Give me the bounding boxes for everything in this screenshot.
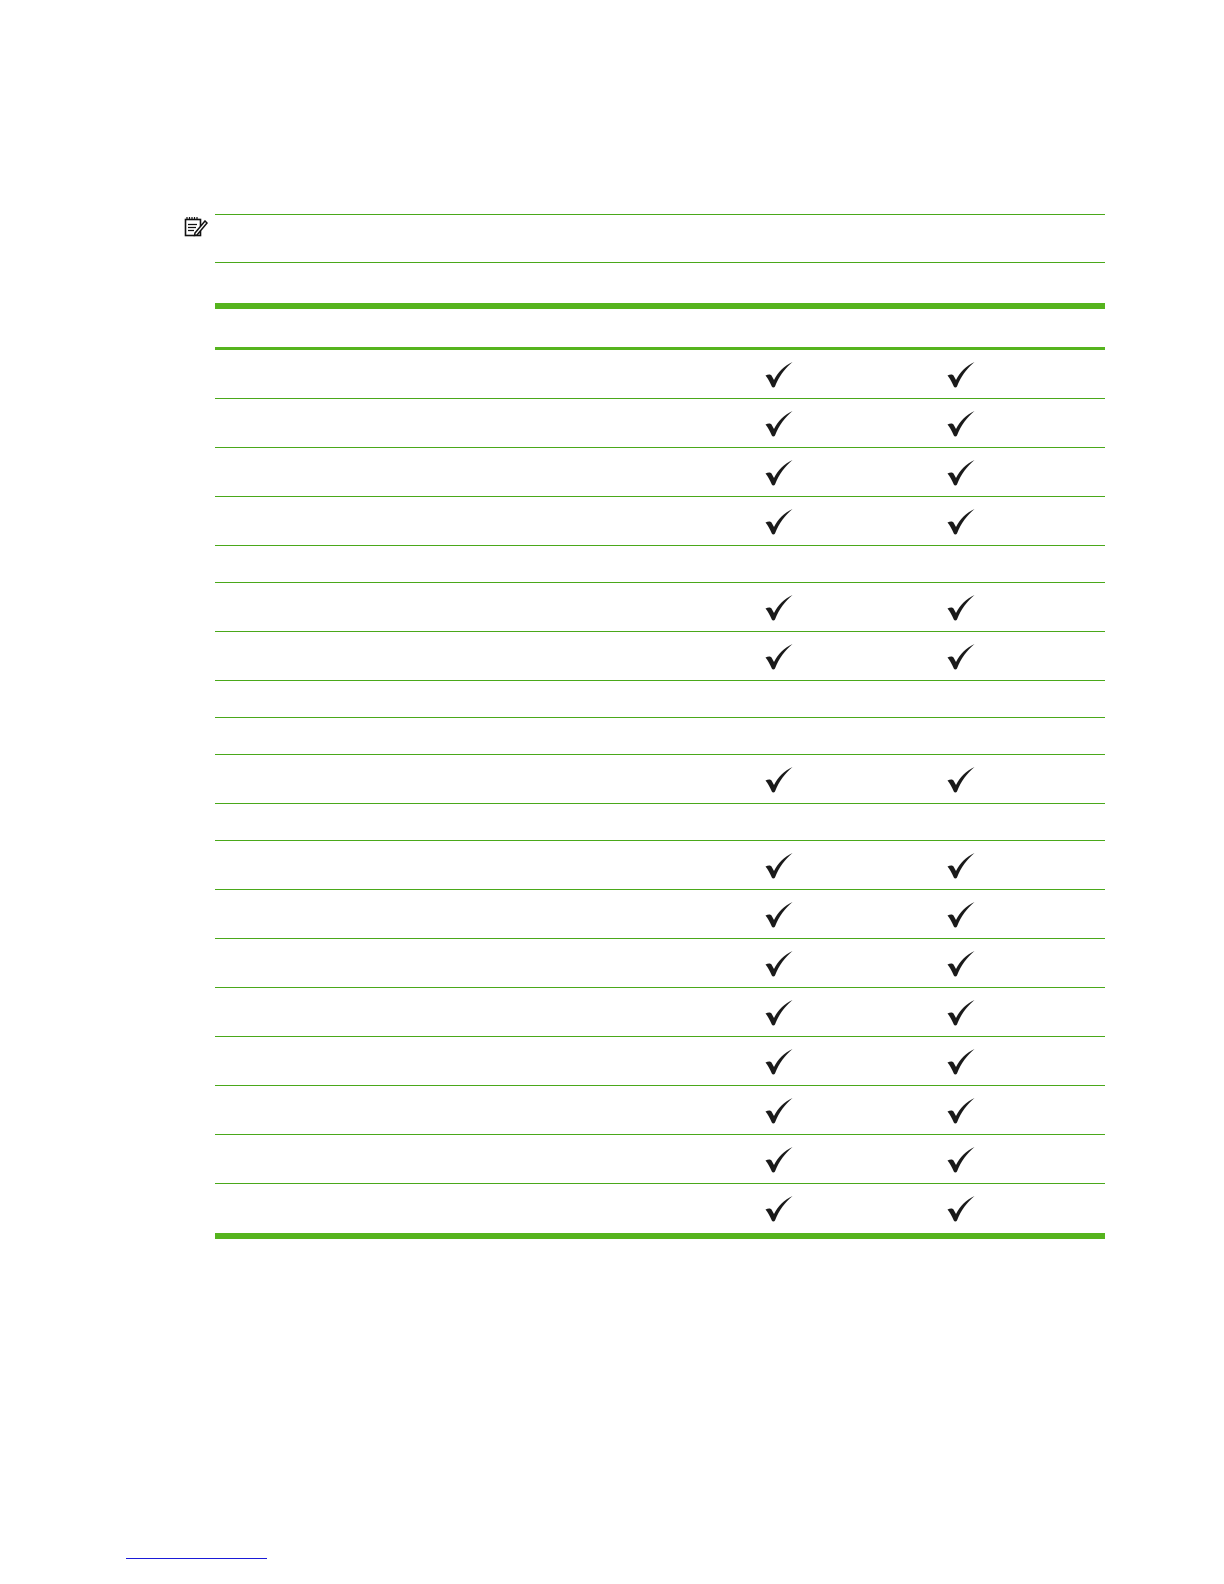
compatibility-table xyxy=(215,303,1105,1239)
checkmark-icon xyxy=(764,410,794,437)
note-icon xyxy=(184,216,208,238)
checkmark-icon xyxy=(764,1048,794,1075)
checkmark-icon xyxy=(946,950,976,977)
row-label-cell xyxy=(215,841,365,889)
column-b-cell xyxy=(912,988,1012,1036)
column-b-cell xyxy=(912,718,1012,754)
note-rule-bottom xyxy=(215,262,1105,263)
checkmark-icon xyxy=(764,594,794,621)
checkmark-icon xyxy=(946,1048,976,1075)
column-b-cell xyxy=(912,841,1012,889)
row-label-cell xyxy=(215,718,365,754)
column-b-cell xyxy=(912,1135,1012,1183)
column-a-cell xyxy=(730,546,830,582)
row-label-cell xyxy=(215,350,365,398)
column-b-cell xyxy=(912,497,1012,545)
column-a-cell xyxy=(730,718,830,754)
checkmark-icon xyxy=(764,999,794,1026)
column-a-cell xyxy=(730,890,830,938)
checkmark-icon xyxy=(764,643,794,670)
row-label-cell xyxy=(215,890,365,938)
checkmark-icon xyxy=(764,766,794,793)
checkmark-icon xyxy=(946,999,976,1026)
table-row xyxy=(215,632,1105,681)
row-label-cell xyxy=(215,497,365,545)
row-label-cell xyxy=(215,546,365,582)
table-body xyxy=(215,350,1105,1233)
table-row xyxy=(215,1135,1105,1184)
table-row xyxy=(215,681,1105,718)
table-bottom-rule xyxy=(215,1233,1105,1239)
column-a-cell xyxy=(730,804,830,840)
row-label-cell xyxy=(215,804,365,840)
column-a-cell xyxy=(730,448,830,496)
column-a-cell xyxy=(730,841,830,889)
column-b-cell xyxy=(912,1037,1012,1085)
checkmark-icon xyxy=(946,508,976,535)
row-label-cell xyxy=(215,939,365,987)
checkmark-icon xyxy=(946,594,976,621)
row-label-cell xyxy=(215,681,365,717)
column-b-cell xyxy=(912,583,1012,631)
column-b-cell xyxy=(912,939,1012,987)
column-a-cell xyxy=(730,1037,830,1085)
column-b-cell xyxy=(912,890,1012,938)
table-row xyxy=(215,399,1105,448)
row-label-cell xyxy=(215,399,365,447)
column-b-cell xyxy=(912,632,1012,680)
column-b-cell xyxy=(912,399,1012,447)
column-b-cell xyxy=(912,1086,1012,1134)
column-a-cell xyxy=(730,632,830,680)
checkmark-icon xyxy=(764,852,794,879)
column-a-cell xyxy=(730,583,830,631)
table-row xyxy=(215,890,1105,939)
row-label-cell xyxy=(215,1086,365,1134)
checkmark-icon xyxy=(946,766,976,793)
checkmark-icon xyxy=(764,361,794,388)
table-row xyxy=(215,939,1105,988)
table-row xyxy=(215,448,1105,497)
table-row xyxy=(215,988,1105,1037)
checkmark-icon xyxy=(946,643,976,670)
column-a-cell xyxy=(730,988,830,1036)
checkmark-icon xyxy=(764,1146,794,1173)
checkmark-icon xyxy=(946,459,976,486)
table-row xyxy=(215,350,1105,399)
row-label-cell xyxy=(215,988,365,1036)
row-label-cell xyxy=(215,448,365,496)
checkmark-icon xyxy=(764,950,794,977)
checkmark-icon xyxy=(764,508,794,535)
column-b-cell xyxy=(912,804,1012,840)
column-b-cell xyxy=(912,755,1012,803)
table-row xyxy=(215,841,1105,890)
table-row xyxy=(215,718,1105,755)
checkmark-icon xyxy=(764,1097,794,1124)
checkmark-icon xyxy=(764,1195,794,1222)
checkmark-icon xyxy=(946,901,976,928)
column-a-cell xyxy=(730,681,830,717)
column-b-cell xyxy=(912,1184,1012,1233)
column-a-cell xyxy=(730,1135,830,1183)
column-a-cell xyxy=(730,497,830,545)
row-label-cell xyxy=(215,755,365,803)
note-rule-top xyxy=(215,214,1105,215)
table-row xyxy=(215,755,1105,804)
column-a-cell xyxy=(730,1184,830,1233)
table-header-row xyxy=(215,309,1105,347)
table-row xyxy=(215,804,1105,841)
row-label-cell xyxy=(215,632,365,680)
row-label-cell xyxy=(215,1037,365,1085)
column-a-cell xyxy=(730,939,830,987)
checkmark-icon xyxy=(946,1195,976,1222)
checkmark-icon xyxy=(946,361,976,388)
table-row xyxy=(215,1184,1105,1233)
column-a-cell xyxy=(730,755,830,803)
checkmark-icon xyxy=(946,1146,976,1173)
table-row xyxy=(215,583,1105,632)
footer-link[interactable] xyxy=(126,1558,267,1559)
column-b-cell xyxy=(912,448,1012,496)
checkmark-icon xyxy=(764,901,794,928)
checkmark-icon xyxy=(946,1097,976,1124)
table-row xyxy=(215,1037,1105,1086)
row-label-cell xyxy=(215,1184,365,1233)
column-a-cell xyxy=(730,1086,830,1134)
checkmark-icon xyxy=(764,459,794,486)
row-label-cell xyxy=(215,1135,365,1183)
column-a-cell xyxy=(730,350,830,398)
column-a-cell xyxy=(730,399,830,447)
table-row xyxy=(215,497,1105,546)
row-label-cell xyxy=(215,583,365,631)
column-b-cell xyxy=(912,350,1012,398)
table-row xyxy=(215,546,1105,583)
checkmark-icon xyxy=(946,410,976,437)
column-b-cell xyxy=(912,546,1012,582)
checkmark-icon xyxy=(946,852,976,879)
column-b-cell xyxy=(912,681,1012,717)
table-row xyxy=(215,1086,1105,1135)
